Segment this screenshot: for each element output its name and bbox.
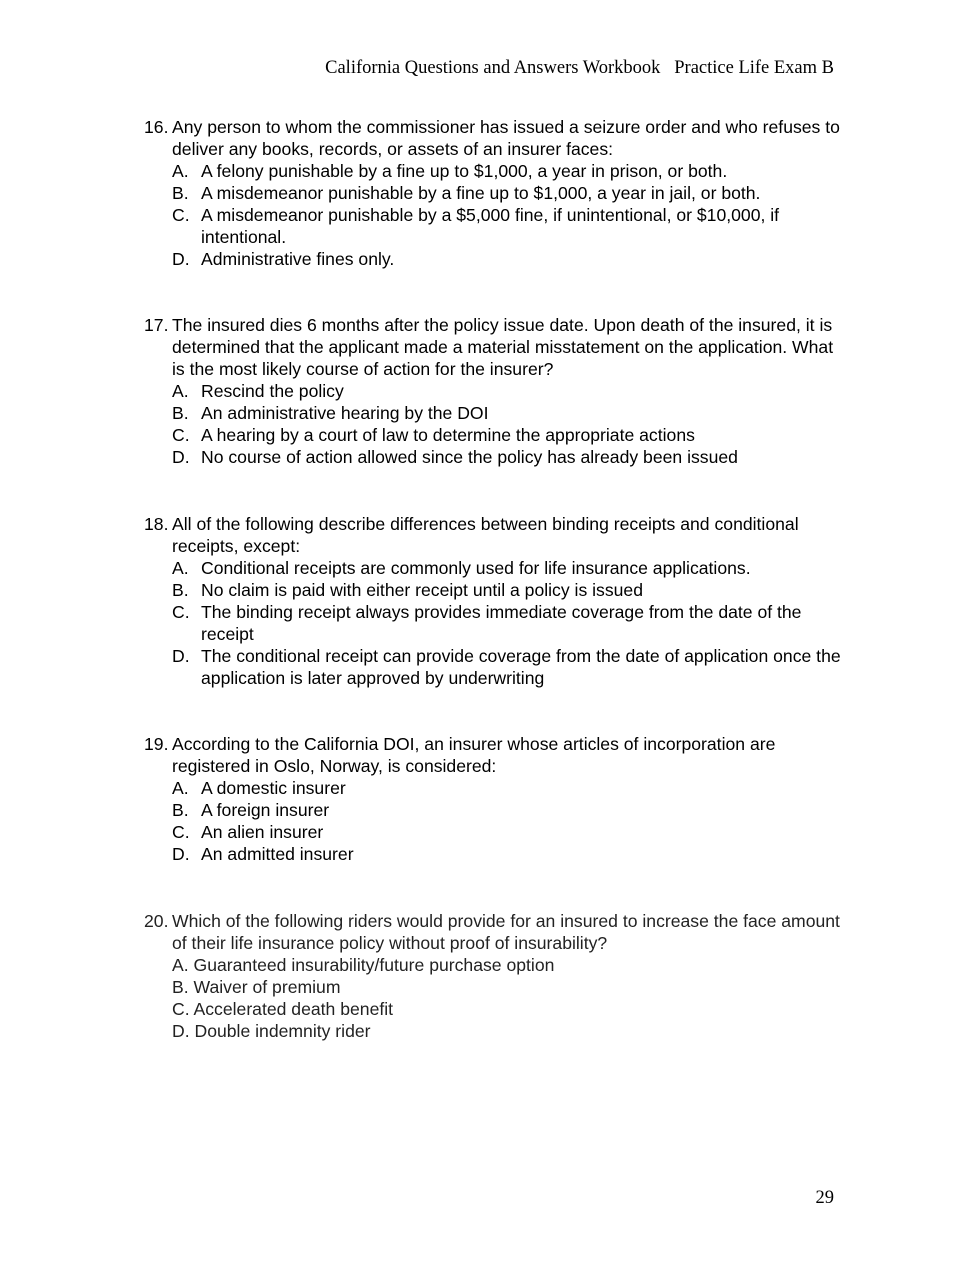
option-letter: B. xyxy=(172,800,189,820)
question-17 xyxy=(144,314,844,468)
option-letter: A. xyxy=(172,161,189,181)
answer-option: B. Waiver of premium xyxy=(172,977,341,997)
question-stem xyxy=(144,116,844,160)
option-text: A domestic insurer xyxy=(201,778,346,798)
answer-option xyxy=(144,799,844,821)
answer-option xyxy=(144,557,844,579)
option-text: An alien insurer xyxy=(201,822,324,842)
answer-option: D. Double indemnity rider xyxy=(172,1021,371,1041)
question-number: 18. xyxy=(144,514,169,534)
answer-option xyxy=(144,204,844,248)
question-text: According to the California DOI, an insurer whose articles of incorporation are registered in Oslo, Norway, is considered: xyxy=(172,734,776,776)
option-text: Conditional receipts are commonly used for life insurance applications. xyxy=(201,558,751,578)
question-text: The insured dies 6 months after the policy issue date. Upon death of the insured, it is determined that the applicant made a material misstatement on the application. What is the most likely course of action for the insurer? xyxy=(172,315,834,379)
question-text: Any person to whom the commissioner has issued a seizure order and who refuses to deliver any books, records, or assets of an insurer faces: xyxy=(172,117,840,159)
question-number: 17. xyxy=(144,315,169,335)
answer-option xyxy=(144,579,844,601)
answer-option xyxy=(144,446,844,468)
question-20 xyxy=(144,910,844,1042)
option-text: Rescind the policy xyxy=(201,381,344,401)
question-stem xyxy=(144,513,844,557)
option-letter: C. xyxy=(172,602,190,622)
option-letter: C. xyxy=(172,822,190,842)
answer-option xyxy=(144,248,844,270)
option-letter: C. xyxy=(172,425,190,445)
answer-options xyxy=(144,557,844,689)
option-text: A foreign insurer xyxy=(201,800,330,820)
answer-option: A. Guaranteed insurability/future purchase option xyxy=(172,955,555,975)
answer-options xyxy=(144,380,844,468)
option-text: Administrative fines only. xyxy=(201,249,395,269)
option-text: An admitted insurer xyxy=(201,844,354,864)
answer-option xyxy=(144,160,844,182)
option-letter: D. xyxy=(172,447,190,467)
question-18 xyxy=(144,513,844,689)
question-number: 16. xyxy=(144,117,169,137)
option-letter: A. xyxy=(172,558,189,578)
answer-option xyxy=(144,182,844,204)
option-text: The binding receipt always provides immediate coverage from the date of the receipt xyxy=(201,602,802,644)
option-text: The conditional receipt can provide coverage from the date of application once the application is later approved by underwriting xyxy=(201,646,841,688)
option-letter: D. xyxy=(172,249,190,269)
answer-option xyxy=(144,380,844,402)
question-number: 20. xyxy=(144,911,169,931)
answer-option: C. Accelerated death benefit xyxy=(172,999,394,1019)
option-text: No course of action allowed since the policy has already been issued xyxy=(201,447,738,467)
option-letter: A. xyxy=(172,778,189,798)
answer-option xyxy=(144,821,844,843)
question-stem xyxy=(144,910,844,954)
answer-option xyxy=(144,843,844,865)
option-text: A misdemeanor punishable by a fine up to $1,000, a year in jail, or both. xyxy=(201,183,761,203)
answer-options xyxy=(144,954,844,1042)
answer-option xyxy=(144,777,844,799)
option-text: No claim is paid with either receipt until a policy is issued xyxy=(201,580,643,600)
page-number: 29 xyxy=(815,1188,834,1208)
answer-option xyxy=(144,645,844,689)
question-text: Which of the following riders would provide for an insured to increase the face amount of their life insurance policy without proof of insurability? xyxy=(172,911,840,953)
option-letter: D. xyxy=(172,844,190,864)
option-letter: D. xyxy=(172,646,190,666)
option-letter: C. xyxy=(172,205,190,225)
option-letter: A. xyxy=(172,381,189,401)
question-19 xyxy=(144,733,844,865)
question-number: 19. xyxy=(144,734,169,754)
answer-options xyxy=(144,777,844,865)
answer-options xyxy=(144,160,844,270)
answer-option xyxy=(144,402,844,424)
question-text: All of the following describe differences between binding receipts and conditional receipts, except: xyxy=(172,514,799,556)
answer-option xyxy=(144,424,844,446)
option-text: An administrative hearing by the DOI xyxy=(201,403,489,423)
running-header: California Questions and Answers Workbook Practice Life Exam B xyxy=(325,58,834,78)
option-text: A misdemeanor punishable by a $5,000 fine, if unintentional, or $10,000, if intentional. xyxy=(201,205,780,247)
option-letter: B. xyxy=(172,183,189,203)
option-text: A hearing by a court of law to determine the appropriate actions xyxy=(201,425,695,445)
option-letter: B. xyxy=(172,403,189,423)
question-stem xyxy=(144,733,844,777)
question-16 xyxy=(144,116,844,270)
option-text: A felony punishable by a fine up to $1,000, a year in prison, or both. xyxy=(201,161,728,181)
question-stem xyxy=(144,314,844,380)
option-letter: B. xyxy=(172,580,189,600)
answer-option xyxy=(144,601,844,645)
